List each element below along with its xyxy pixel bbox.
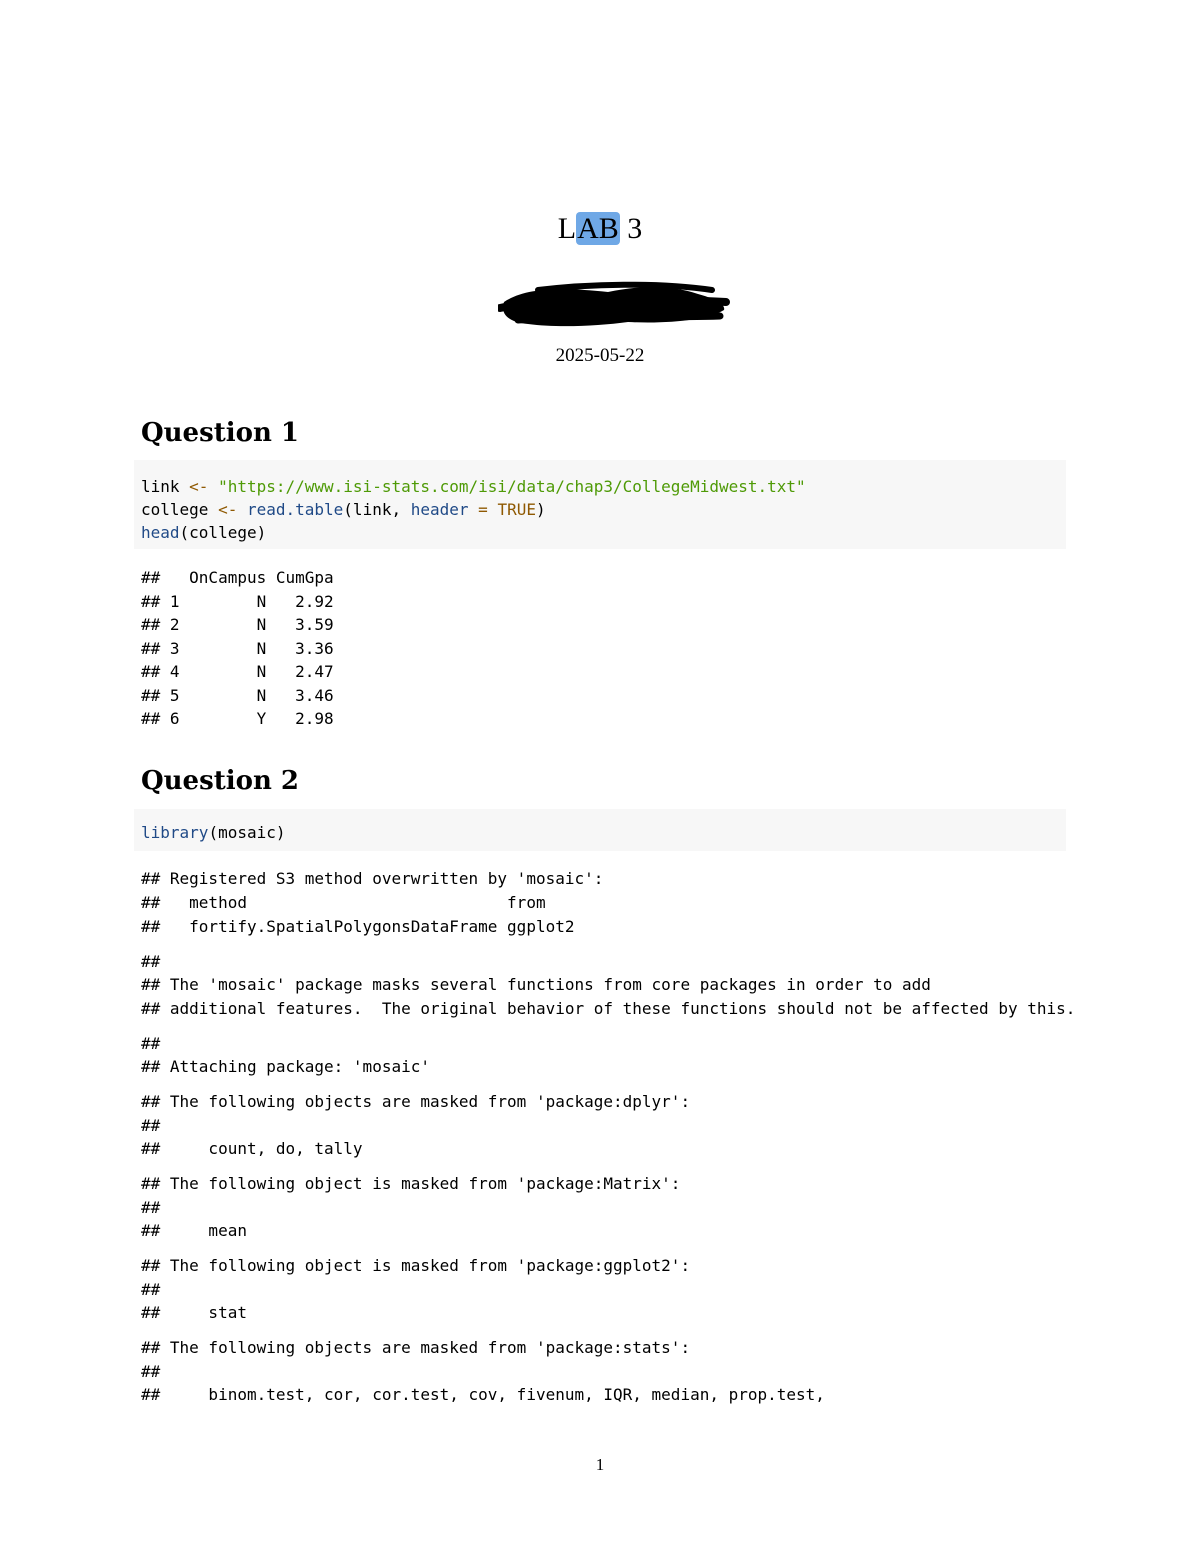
output-line: ## count, do, tally: [141, 1139, 363, 1158]
output-line: ## 2 N 3.59: [141, 615, 334, 634]
question-2-heading: Question 2: [141, 766, 300, 796]
output-line: ##: [141, 1034, 161, 1053]
output-line: ## The following object is masked from 'package:ggplot2':: [141, 1256, 691, 1275]
output-line: ## 5 N 3.46: [141, 685, 334, 705]
page-number: 1: [595, 1455, 605, 1474]
code-token: read.table: [246, 500, 344, 519]
code-token: header: [410, 500, 469, 519]
output-line: ## additional features. The original behavior of these functions should not be affected by this.: [141, 999, 1076, 1018]
question-1-code-block: [134, 460, 1066, 549]
output-line: ## The following objects are masked from 'package:stats':: [141, 1338, 691, 1357]
code-token: "https://www.isi-stats.com/isi/data/chap3/CollegeMidwest.txt": [218, 477, 806, 496]
code-token: <-: [179, 477, 219, 496]
code-line: [141, 499, 546, 521]
question-1-heading: Question 1: [141, 418, 300, 448]
output-line: ## method from: [141, 893, 546, 912]
code-token: (mosaic): [208, 823, 286, 842]
output-line: ## fortify.SpatialPolygonsDataFrame ggplot2: [141, 917, 575, 936]
document-date: 2025-05-22: [555, 345, 645, 366]
redacted-author-scribble: [498, 280, 730, 330]
document-title: [0, 212, 1200, 246]
code-token: <-: [208, 500, 247, 519]
output-line: ## 4 N 2.47: [141, 662, 334, 681]
code-line: [141, 476, 806, 498]
output-line: ##: [141, 952, 161, 971]
output-line: ## 3 N 3.36: [141, 638, 334, 658]
output-line: ## stat: [141, 1303, 247, 1322]
code-line: [141, 822, 286, 844]
output-line: ## Registered S3 method overwritten by 'mosaic':: [141, 869, 604, 888]
code-token: (college): [179, 523, 267, 542]
code-token: =: [468, 500, 498, 519]
title-suffix: 3: [619, 212, 643, 245]
title-prefix: L: [557, 212, 577, 245]
code-token: link: [141, 477, 180, 496]
output-line: ##: [141, 1198, 161, 1217]
output-line: ##: [141, 1116, 161, 1135]
output-line: ## 1 N 2.92: [141, 591, 334, 611]
output-line: ##: [141, 1280, 161, 1299]
code-token: TRUE: [497, 500, 536, 519]
question-2-output: [134, 868, 1184, 1404]
output-line: ## Attaching package: 'mosaic': [141, 1057, 430, 1076]
code-token: library: [141, 823, 209, 842]
output-line: ## The following objects are masked from 'package:dplyr':: [141, 1092, 691, 1111]
output-line: ## The 'mosaic' package masks several functions from core packages in order to add: [141, 975, 931, 994]
output-line: ## binom.test, cor, cor.test, cov, fivenum, IQR, median, prop.test,: [141, 1385, 825, 1404]
code-token: college: [141, 500, 209, 519]
output-line: ## 6 Y 2.98: [141, 709, 334, 728]
question-2-code-block: [134, 809, 1066, 851]
output-line: ## mean: [141, 1221, 247, 1240]
output-line: ## OnCampus CumGpa: [141, 568, 334, 587]
output-line: ##: [141, 1362, 161, 1381]
code-token: (link,: [343, 500, 411, 519]
code-token: head: [141, 523, 180, 542]
code-token: ): [535, 500, 546, 519]
code-line: [141, 522, 266, 544]
title-highlight: AB: [577, 212, 619, 245]
output-line: ## The following object is masked from 'package:Matrix':: [141, 1174, 681, 1193]
question-1-output: [134, 567, 1184, 728]
